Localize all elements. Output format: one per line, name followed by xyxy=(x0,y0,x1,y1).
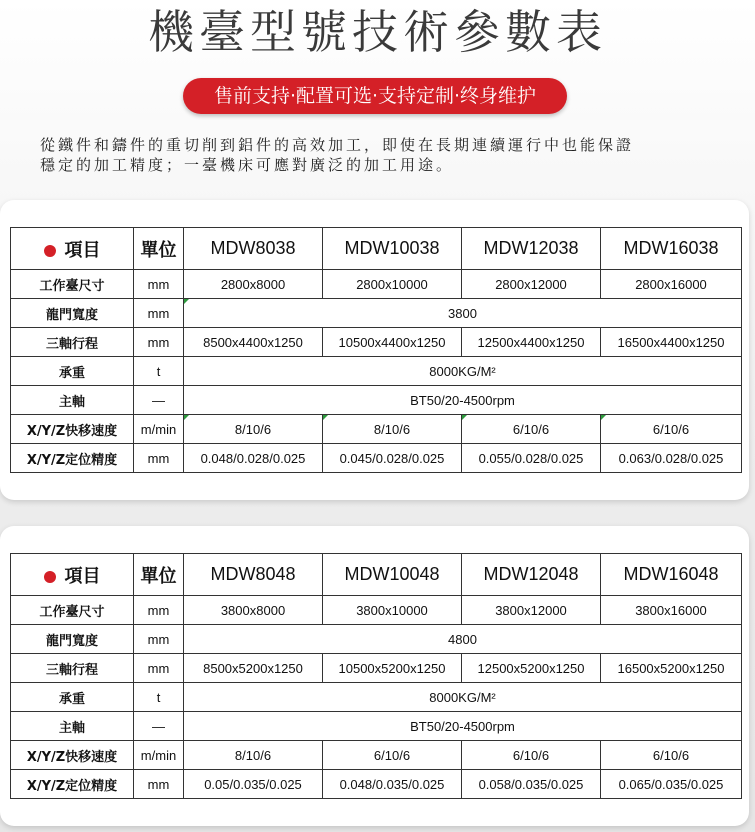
row-label: 龍門寬度 xyxy=(11,299,134,328)
row-label: 龍門寬度 xyxy=(11,625,134,654)
row-unit: mm xyxy=(134,654,184,683)
row-unit: mm xyxy=(134,270,184,299)
row-unit: mm xyxy=(134,444,184,473)
model-header: MDW12038 xyxy=(462,228,601,270)
header-row xyxy=(11,554,742,596)
table-row xyxy=(11,357,742,386)
table-row xyxy=(11,770,742,799)
row-unit: m/min xyxy=(134,741,184,770)
cell-value: 8500x4400x1250 xyxy=(184,328,323,357)
cell-value: 6/10/6 xyxy=(601,415,742,444)
header-unit: 單位 xyxy=(134,554,184,596)
row-label: 主軸 xyxy=(11,386,134,415)
row-unit: mm xyxy=(134,596,184,625)
table-row xyxy=(11,415,742,444)
row-label: 承重 xyxy=(11,357,134,386)
page-title: 機臺型號技術參數表 xyxy=(148,5,607,59)
cell-value: 10500x4400x1250 xyxy=(323,328,462,357)
cell-value-merged: 3800 xyxy=(184,299,742,328)
table-row xyxy=(11,625,742,654)
model-header: MDW8038 xyxy=(184,228,323,270)
spec-table-1 xyxy=(10,227,742,473)
cell-value-merged: 8000KG/M² xyxy=(184,683,742,712)
cell-value: 3800x8000 xyxy=(184,596,323,625)
cell-value: 2800x8000 xyxy=(184,270,323,299)
cell-value-merged: BT50/20-4500rpm xyxy=(184,712,742,741)
table-row xyxy=(11,683,742,712)
cell-value: 2800x12000 xyxy=(462,270,601,299)
cell-value: 3800x10000 xyxy=(323,596,462,625)
row-label: 三軸行程 xyxy=(11,328,134,357)
row-label: 主軸 xyxy=(11,712,134,741)
row-unit: mm xyxy=(134,328,184,357)
cell-value: 2800x10000 xyxy=(323,270,462,299)
cell-value: 0.048/0.028/0.025 xyxy=(184,444,323,473)
row-label: 承重 xyxy=(11,683,134,712)
intro-line-1: 從鐵件和鑄件的重切削到鋁件的高效加工，即使在長期連續運行中也能保證 xyxy=(40,136,635,154)
model-header: MDW16048 xyxy=(601,554,742,596)
row-label: X/Y/Z快移速度 xyxy=(11,415,134,444)
row-label: 工作臺尺寸 xyxy=(11,596,134,625)
cell-value: 12500x5200x1250 xyxy=(462,654,601,683)
row-label: X/Y/Z定位精度 xyxy=(11,444,134,473)
cell-value: 0.058/0.035/0.025 xyxy=(462,770,601,799)
cell-value: 16500x5200x1250 xyxy=(601,654,742,683)
red-dot-icon xyxy=(44,571,56,583)
cell-value: 8500x5200x1250 xyxy=(184,654,323,683)
row-label: 工作臺尺寸 xyxy=(11,270,134,299)
cell-value: 6/10/6 xyxy=(323,741,462,770)
row-label: X/Y/Z定位精度 xyxy=(11,770,134,799)
cell-value: 0.045/0.028/0.025 xyxy=(323,444,462,473)
table-row xyxy=(11,741,742,770)
cell-value: 6/10/6 xyxy=(462,741,601,770)
spec-card-2 xyxy=(0,526,749,826)
cell-value: 6/10/6 xyxy=(462,415,601,444)
intro-text xyxy=(40,135,730,175)
table-row xyxy=(11,444,742,473)
row-unit: — xyxy=(134,386,184,415)
cell-value-merged: BT50/20-4500rpm xyxy=(184,386,742,415)
spec-card-1 xyxy=(0,200,749,500)
header-item: 項目 xyxy=(11,228,134,270)
row-unit: m/min xyxy=(134,415,184,444)
row-unit: mm xyxy=(134,625,184,654)
row-label: 三軸行程 xyxy=(11,654,134,683)
table-row xyxy=(11,712,742,741)
header-row xyxy=(11,228,742,270)
table-row xyxy=(11,299,742,328)
header-item: 項目 xyxy=(11,554,134,596)
cell-value: 16500x4400x1250 xyxy=(601,328,742,357)
table-row xyxy=(11,596,742,625)
cell-value: 10500x5200x1250 xyxy=(323,654,462,683)
cell-value: 0.063/0.028/0.025 xyxy=(601,444,742,473)
model-header: MDW10048 xyxy=(323,554,462,596)
row-unit: — xyxy=(134,712,184,741)
cell-value: 8/10/6 xyxy=(184,415,323,444)
header-unit: 單位 xyxy=(134,228,184,270)
cell-value: 0.065/0.035/0.025 xyxy=(601,770,742,799)
intro-line-2: 穩定的加工精度；一臺機床可應對廣泛的加工用途。 xyxy=(40,156,455,174)
row-unit: mm xyxy=(134,299,184,328)
cell-value: 0.05/0.035/0.025 xyxy=(184,770,323,799)
cell-value: 2800x16000 xyxy=(601,270,742,299)
cell-value: 6/10/6 xyxy=(601,741,742,770)
cell-value: 0.048/0.035/0.025 xyxy=(323,770,462,799)
cell-value: 3800x16000 xyxy=(601,596,742,625)
table-row xyxy=(11,270,742,299)
cell-value: 12500x4400x1250 xyxy=(462,328,601,357)
model-header: MDW16038 xyxy=(601,228,742,270)
service-banner: 售前支持·配置可选·支持定制·终身维护 xyxy=(183,78,567,114)
model-header: MDW12048 xyxy=(462,554,601,596)
cell-value: 3800x12000 xyxy=(462,596,601,625)
cell-value: 8/10/6 xyxy=(184,741,323,770)
row-unit: t xyxy=(134,683,184,712)
table-row xyxy=(11,654,742,683)
table-row xyxy=(11,386,742,415)
cell-value-merged: 4800 xyxy=(184,625,742,654)
cell-value-merged: 8000KG/M² xyxy=(184,357,742,386)
row-unit: t xyxy=(134,357,184,386)
row-unit: mm xyxy=(134,770,184,799)
spec-table-2 xyxy=(10,553,742,799)
table-row xyxy=(11,328,742,357)
model-header: MDW8048 xyxy=(184,554,323,596)
red-dot-icon xyxy=(44,245,56,257)
row-label: X/Y/Z快移速度 xyxy=(11,741,134,770)
model-header: MDW10038 xyxy=(323,228,462,270)
cell-value: 0.055/0.028/0.025 xyxy=(462,444,601,473)
cell-value: 8/10/6 xyxy=(323,415,462,444)
